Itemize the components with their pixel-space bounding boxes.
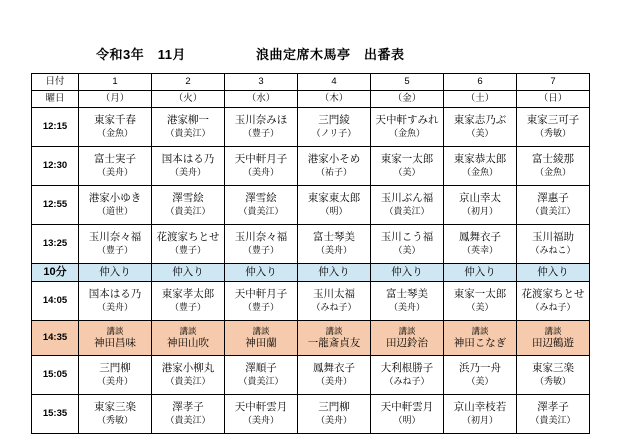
performer-name: 港家小そめ	[307, 153, 361, 166]
performer-name: 天中軒月子	[234, 288, 288, 301]
accompanist-name: （みね子）	[311, 302, 357, 313]
performer-cell	[298, 225, 371, 264]
performer-cell	[517, 356, 590, 395]
performer-cell-content	[152, 108, 224, 146]
performer-cell	[152, 321, 225, 356]
accompanist-name: （秀敏）	[96, 415, 133, 426]
performer-cell	[225, 356, 298, 395]
performer-cell-content	[371, 321, 443, 355]
performer-name: 玉川こう福	[380, 231, 434, 244]
performer-cell	[444, 225, 517, 264]
performer-name: 富士実子	[94, 153, 136, 166]
performer-cell-content	[225, 395, 297, 433]
performer-name: 玉川奈みほ	[234, 114, 288, 127]
performer-genre-tag: 講談	[179, 326, 197, 337]
performer-cell-content	[517, 225, 589, 263]
accompanist-name: （貴美江）	[165, 415, 211, 426]
performer-cell-content	[225, 108, 297, 146]
performer-name: 港家小ゆき	[88, 192, 142, 205]
accompanist-name: （金魚）	[388, 128, 425, 139]
performer-cell	[444, 264, 517, 282]
performer-cell-content	[152, 395, 224, 433]
title-row	[0, 0, 621, 73]
performer-cell	[79, 356, 152, 395]
performer-cell-content	[298, 356, 370, 394]
accompanist-name: （美舟）	[242, 167, 279, 178]
accompanist-name: （道世）	[96, 206, 133, 217]
performer-cell	[298, 108, 371, 147]
performer-cell-content	[298, 108, 370, 146]
performer-cell	[79, 321, 152, 356]
performer-name: 鳳舞衣子	[459, 231, 501, 244]
performer-cell-content	[444, 395, 516, 433]
accompanist-name: （貴美江）	[165, 128, 211, 139]
performer-genre-tag: 講談	[398, 326, 416, 337]
header-date-5: 5	[371, 74, 444, 91]
performer-cell-content	[152, 186, 224, 224]
performer-cell	[79, 108, 152, 147]
performer-cell	[517, 282, 590, 321]
header-date-label: 日付	[32, 74, 79, 91]
performer-cell-content	[444, 282, 516, 320]
performer-cell	[79, 147, 152, 186]
header-dow-1: （月）	[79, 91, 152, 108]
accompanist-name: （貴美江）	[384, 206, 430, 217]
performer-name: 港家小柳丸	[161, 362, 215, 375]
performer-cell	[152, 395, 225, 434]
schedule-row	[32, 321, 590, 356]
performer-cell	[298, 147, 371, 186]
schedule-row	[32, 282, 590, 321]
performer-cell	[444, 282, 517, 321]
performer-cell	[152, 264, 225, 282]
performer-cell	[152, 108, 225, 147]
performer-name: 三門柳	[99, 362, 131, 375]
accompanist-name: （初月）	[461, 415, 498, 426]
header-date-4: 4	[298, 74, 371, 91]
performer-name: 澤孝子	[537, 401, 569, 414]
accompanist-name: （美舟）	[96, 376, 133, 387]
performer-name: 国本はる乃	[88, 288, 142, 301]
performer-name: 神田こなぎ	[453, 336, 507, 349]
header-dow-row	[32, 91, 590, 108]
performer-cell-content	[517, 282, 589, 320]
performer-cell-content	[79, 282, 151, 320]
performer-cell-content	[225, 225, 297, 263]
accompanist-name: （美舟）	[388, 302, 425, 313]
accompanist-name: （美）	[393, 167, 421, 178]
row-time: 15:35	[32, 395, 79, 434]
performer-cell	[371, 225, 444, 264]
accompanist-name: （美舟）	[315, 376, 352, 387]
performer-cell-content	[152, 147, 224, 185]
accompanist-name: （美舟）	[315, 415, 352, 426]
accompanist-name: （金魚）	[461, 167, 498, 178]
accompanist-name: （豊子）	[242, 128, 279, 139]
performer-cell	[371, 264, 444, 282]
performer-cell-content	[371, 282, 443, 320]
schedule-row	[32, 395, 590, 434]
performer-cell	[517, 225, 590, 264]
performer-cell	[79, 225, 152, 264]
performer-cell	[225, 321, 298, 356]
performer-cell-content	[517, 395, 589, 433]
performer-genre-tag: 講談	[252, 326, 270, 337]
performer-name: 東家三楽	[94, 401, 136, 414]
schedule-row	[32, 264, 590, 282]
performer-cell	[79, 186, 152, 225]
performer-cell	[517, 321, 590, 356]
performer-cell	[298, 264, 371, 282]
accompanist-name: （美舟）	[96, 302, 133, 313]
performer-name: 田辺鈴治	[386, 336, 428, 349]
performer-cell-content	[517, 108, 589, 146]
accompanist-name: （豊子）	[169, 302, 206, 313]
accompanist-name: （貴美江）	[530, 206, 576, 217]
performer-cell	[444, 108, 517, 147]
performer-name: 天中軒雲月	[234, 401, 288, 414]
performer-cell	[298, 186, 371, 225]
row-time: 12:55	[32, 186, 79, 225]
performer-cell-content	[225, 186, 297, 224]
performer-cell	[444, 147, 517, 186]
performer-genre-tag: 講談	[325, 326, 343, 337]
header-dow-5: （金）	[371, 91, 444, 108]
performer-cell-content	[152, 356, 224, 394]
performer-name: 玉川ぶん福	[380, 192, 434, 205]
row-time: 10分	[32, 264, 79, 282]
accompanist-name: （豊子）	[96, 245, 133, 256]
accompanist-name: （美）	[466, 302, 494, 313]
performer-cell	[298, 356, 371, 395]
accompanist-name: （美）	[466, 376, 494, 387]
performer-name: 国本はる乃	[161, 153, 215, 166]
performer-cell-content	[298, 186, 370, 224]
performer-cell	[152, 356, 225, 395]
performer-cell-content	[152, 225, 224, 263]
schedule-row	[32, 147, 590, 186]
performer-name: 東家東太郎	[307, 192, 361, 205]
performer-name: 仲入り	[172, 265, 204, 278]
performer-cell	[298, 321, 371, 356]
performer-cell-content	[444, 147, 516, 185]
performer-name: 三門綾	[318, 114, 350, 127]
accompanist-name: （みね子）	[530, 302, 576, 313]
performer-cell-content	[444, 186, 516, 224]
performer-cell-content	[298, 264, 370, 281]
row-time: 13:25	[32, 225, 79, 264]
performer-cell-content	[371, 147, 443, 185]
accompanist-name: （貴美江）	[238, 206, 284, 217]
performer-cell-content	[444, 321, 516, 355]
performer-name: 東家志乃ぶ	[453, 114, 507, 127]
accompanist-name: （豊子）	[242, 245, 279, 256]
performer-name: 富士琴美	[313, 231, 355, 244]
performer-cell	[371, 356, 444, 395]
accompanist-name: （みねこ）	[530, 245, 576, 256]
performer-name: 東家一太郎	[453, 288, 507, 301]
performer-cell	[371, 147, 444, 186]
performer-name: 澤雪絵	[245, 192, 277, 205]
performer-cell-content	[444, 264, 516, 281]
performer-name: 富士綾那	[532, 153, 574, 166]
performer-cell	[79, 395, 152, 434]
schedule-table-body	[32, 74, 590, 434]
performer-cell-content	[371, 225, 443, 263]
performer-name: 富士琴美	[386, 288, 428, 301]
performer-cell-content	[225, 264, 297, 281]
performer-cell-content	[298, 225, 370, 263]
performer-name: 東家千春	[94, 114, 136, 127]
header-date-7: 7	[517, 74, 590, 91]
performer-cell-content	[517, 321, 589, 355]
performer-name: 天中軒雲月	[380, 401, 434, 414]
performer-name: 神田山吹	[167, 336, 209, 349]
row-time: 14:05	[32, 282, 79, 321]
accompanist-name: （金魚）	[534, 167, 571, 178]
header-date-row	[32, 74, 590, 91]
performer-cell-content	[444, 356, 516, 394]
performer-genre-tag: 講談	[471, 326, 489, 337]
performer-name: 天中軒月子	[234, 153, 288, 166]
row-time: 14:35	[32, 321, 79, 356]
performer-name: 澤孝子	[172, 401, 204, 414]
performer-name: 京山幸太	[459, 192, 501, 205]
performer-cell	[517, 264, 590, 282]
performer-genre-tag: 講談	[106, 326, 124, 337]
accompanist-name: （初月）	[461, 206, 498, 217]
performer-cell-content	[517, 356, 589, 394]
performer-cell	[225, 108, 298, 147]
performer-cell	[152, 282, 225, 321]
performer-name: 東家恭太郎	[453, 153, 507, 166]
performer-name: 浜乃一舟	[459, 362, 501, 375]
schedule-row	[32, 108, 590, 147]
performer-cell	[152, 147, 225, 186]
performer-cell-content	[298, 282, 370, 320]
performer-cell	[225, 147, 298, 186]
performer-cell	[371, 395, 444, 434]
schedule-row	[32, 186, 590, 225]
performer-name: 玉川福助	[532, 231, 574, 244]
schedule-row	[32, 356, 590, 395]
performer-name: 仲入り	[464, 265, 496, 278]
performer-cell	[444, 356, 517, 395]
performer-name: 玉川太福	[313, 288, 355, 301]
performer-cell	[371, 108, 444, 147]
performer-name: 東家孝太郎	[161, 288, 215, 301]
row-time: 12:30	[32, 147, 79, 186]
performer-cell-content	[371, 108, 443, 146]
performer-cell-content	[298, 321, 370, 355]
performer-name: 仲入り	[99, 265, 131, 278]
accompanist-name: （英幸）	[461, 245, 498, 256]
performer-name: 神田蘭	[245, 336, 277, 349]
performer-name: 三門柳	[318, 401, 350, 414]
accompanist-name: （秀敏）	[534, 128, 571, 139]
accompanist-name: （美舟）	[242, 415, 279, 426]
performer-cell-content	[79, 108, 151, 146]
performer-name: 仲入り	[245, 265, 277, 278]
performer-cell	[444, 321, 517, 356]
performer-cell	[298, 282, 371, 321]
accompanist-name: （美）	[466, 128, 494, 139]
performer-cell	[152, 225, 225, 264]
performer-name: 天中軒すみれ	[375, 114, 439, 127]
performer-cell-content	[79, 321, 151, 355]
performer-cell-content	[225, 356, 297, 394]
header-dow-label: 曜日	[32, 91, 79, 108]
performer-cell-content	[298, 395, 370, 433]
accompanist-name: （美舟）	[169, 167, 206, 178]
performer-cell	[225, 282, 298, 321]
header-dow-6: （土）	[444, 91, 517, 108]
accompanist-name: （貴美江）	[238, 376, 284, 387]
header-date-1: 1	[79, 74, 152, 91]
performer-name: 鳳舞衣子	[313, 362, 355, 375]
performer-cell	[517, 186, 590, 225]
accompanist-name: （貴美江）	[165, 376, 211, 387]
accompanist-name: （みね子）	[384, 376, 430, 387]
accompanist-name: （美舟）	[315, 245, 352, 256]
performer-name: 京山幸枝若	[453, 401, 507, 414]
header-dow-2: （火）	[152, 91, 225, 108]
performer-cell	[298, 395, 371, 434]
performer-name: 大利根勝子	[380, 362, 434, 375]
performer-cell-content	[79, 186, 151, 224]
performer-cell	[371, 321, 444, 356]
accompanist-name: （貴美江）	[530, 415, 576, 426]
header-date-2: 2	[152, 74, 225, 91]
performer-cell	[225, 395, 298, 434]
performer-name: 東家三可子	[526, 114, 580, 127]
performer-cell-content	[79, 225, 151, 263]
performer-cell	[517, 147, 590, 186]
performer-cell-content	[152, 321, 224, 355]
accompanist-name: （祐子）	[315, 167, 352, 178]
performer-genre-tag: 講談	[544, 326, 562, 337]
performer-name: 田辺鶴遊	[532, 336, 574, 349]
performer-cell-content	[225, 282, 297, 320]
performer-name: 仲入り	[537, 265, 569, 278]
performer-name: 仲入り	[391, 265, 423, 278]
header-dow-3: （水）	[225, 91, 298, 108]
performer-cell-content	[152, 264, 224, 281]
performer-cell-content	[371, 264, 443, 281]
performer-cell-content	[298, 147, 370, 185]
performer-cell	[444, 395, 517, 434]
performer-name: 花渡家ちとせ	[521, 288, 585, 301]
performer-cell-content	[371, 395, 443, 433]
performer-cell-content	[79, 264, 151, 281]
performer-name: 神田昌味	[94, 336, 136, 349]
accompanist-name: （秀敏）	[534, 376, 571, 387]
title-era: 令和3年 11月	[96, 47, 186, 62]
accompanist-name: （美舟）	[96, 167, 133, 178]
title-main: 浪曲定席木馬亭 出番表	[255, 47, 405, 62]
performer-name: 玉川奈々福	[88, 231, 142, 244]
performer-name: 一龍斎貞友	[307, 336, 361, 349]
performer-name: 澤雪絵	[172, 192, 204, 205]
row-time: 15:05	[32, 356, 79, 395]
performer-cell	[225, 225, 298, 264]
accompanist-name: （豊子）	[169, 245, 206, 256]
performer-cell	[79, 264, 152, 282]
performer-cell	[444, 186, 517, 225]
accompanist-name: （金魚）	[96, 128, 133, 139]
accompanist-name: （明）	[320, 206, 348, 217]
schedule-table	[31, 73, 590, 434]
performer-name: 澤惠子	[537, 192, 569, 205]
performer-name: 東家一太郎	[380, 153, 434, 166]
performer-cell-content	[79, 356, 151, 394]
performer-name: 澤順子	[245, 362, 277, 375]
performer-cell	[225, 186, 298, 225]
row-time: 12:15	[32, 108, 79, 147]
schedule-row	[32, 225, 590, 264]
performer-cell	[371, 186, 444, 225]
performer-cell-content	[517, 147, 589, 185]
performer-cell-content	[444, 225, 516, 263]
performer-cell-content	[79, 147, 151, 185]
performer-cell	[79, 282, 152, 321]
accompanist-name: （豊子）	[242, 302, 279, 313]
performer-name: 東家三楽	[532, 362, 574, 375]
performer-cell-content	[152, 282, 224, 320]
performer-cell	[152, 186, 225, 225]
performer-name: 玉川奈々福	[234, 231, 288, 244]
performer-cell-content	[517, 186, 589, 224]
performer-name: 仲入り	[318, 265, 350, 278]
performer-cell-content	[371, 186, 443, 224]
performer-name: 港家柳一	[167, 114, 209, 127]
header-date-3: 3	[225, 74, 298, 91]
performer-cell-content	[444, 108, 516, 146]
performer-cell-content	[225, 147, 297, 185]
performer-cell-content	[79, 395, 151, 433]
performer-name: 花渡家ちとせ	[156, 231, 220, 244]
header-date-6: 6	[444, 74, 517, 91]
performer-cell	[225, 264, 298, 282]
header-dow-4: （木）	[298, 91, 371, 108]
header-dow-7: （日）	[517, 91, 590, 108]
performer-cell	[517, 108, 590, 147]
performer-cell	[517, 395, 590, 434]
performer-cell-content	[517, 264, 589, 281]
accompanist-name: （明）	[393, 415, 421, 426]
performer-cell-content	[225, 321, 297, 355]
accompanist-name: （貴美江）	[165, 206, 211, 217]
accompanist-name: （美）	[393, 245, 421, 256]
performer-cell	[371, 282, 444, 321]
performer-cell-content	[371, 356, 443, 394]
accompanist-name: （ノリ子）	[311, 128, 357, 139]
